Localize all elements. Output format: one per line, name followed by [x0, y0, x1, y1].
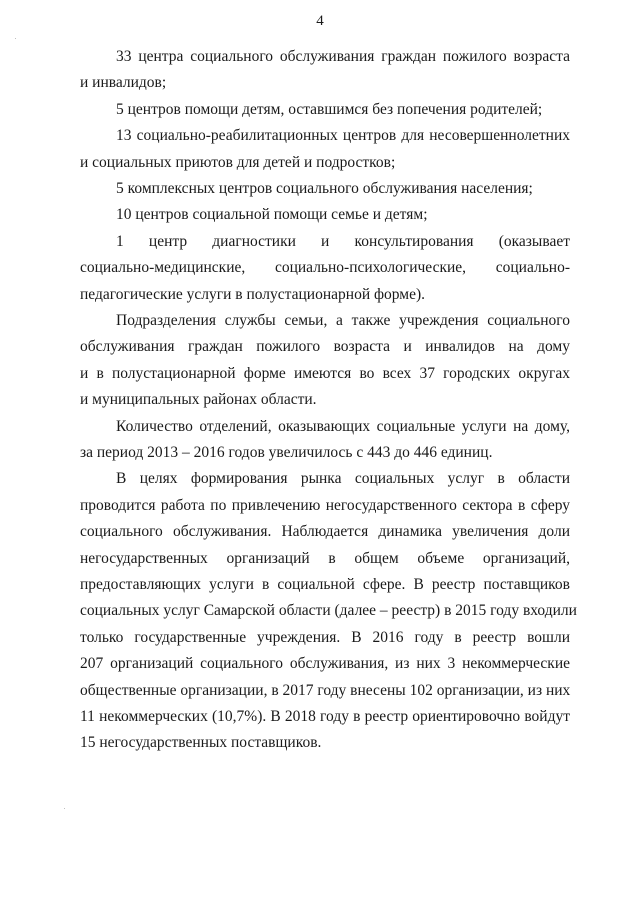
text-line: предоставляющих услуги в социальной сфере. В реестр поставщиков	[80, 576, 570, 593]
text-line: 15 негосударственных поставщиков.	[80, 734, 322, 752]
text-line: только государственные учреждения. В 2016 году в реестр вошли	[80, 628, 570, 646]
text-line: Подразделения службы семьи, а также учреждения социального	[116, 312, 570, 329]
text-line: и муниципальных районах области.	[80, 391, 317, 409]
text-line: и в полустационарной форме имеются во всех 37 городских округах	[80, 364, 570, 382]
text-line: за период 2013 – 2016 годов увеличилось с 443 до 446 единиц.	[80, 444, 493, 461]
text-line: негосударственных организаций в общем объеме организаций,	[80, 549, 570, 567]
text-line: 13 социально-реабилитационных центров для несовершеннолетних	[116, 127, 570, 145]
text-line: проводится работа по привлечению негосударственного сектора в сферу	[80, 496, 570, 514]
page-number: 4	[316, 13, 324, 29]
text-line: обслуживания граждан пожилого возраста и инвалидов на дому	[80, 338, 570, 356]
text-line: общественные организации, в 2017 году внесены 102 организации, из них	[80, 681, 571, 699]
text-line: социальных услуг Самарской области (далее – реестр) в 2015 году входили	[80, 602, 577, 620]
text-line: и инвалидов;	[80, 74, 167, 92]
text-line: 5 комплексных центров социального обслуживания населения;	[116, 180, 533, 197]
text-line: 1 центр диагностики и консультирования (оказывает	[116, 232, 570, 250]
margin-speck	[64, 808, 65, 809]
text-line: 33 центра социального обслуживания граждан пожилого возраста	[116, 48, 570, 65]
text-line: 207 организаций социального обслуживания, из них 3 некоммерческие	[80, 655, 570, 673]
margin-speck	[15, 38, 16, 39]
text-line: 5 центров помощи детям, оставшимся без попечения родителей;	[116, 100, 543, 118]
text-line: педагогические услуги в полустационарной форме).	[80, 285, 426, 303]
text-line: и социальных приютов для детей и подростков;	[80, 153, 396, 171]
text-line: социально-медицинские, социально-психологические, социально-	[80, 259, 570, 277]
text-line: социального обслуживания. Наблюдается динамика увеличения доли	[80, 523, 570, 541]
text-line: 10 центров социальной помощи семье и детям;	[116, 206, 428, 224]
text-line: Количество отделений, оказывающих социальные услуги на дому,	[116, 417, 570, 435]
text-line: 11 некоммерческих (10,7%). В 2018 году в реестр ориентировочно войдут	[80, 708, 570, 725]
text-line: В целях формирования рынка социальных услуг в области	[116, 470, 570, 488]
